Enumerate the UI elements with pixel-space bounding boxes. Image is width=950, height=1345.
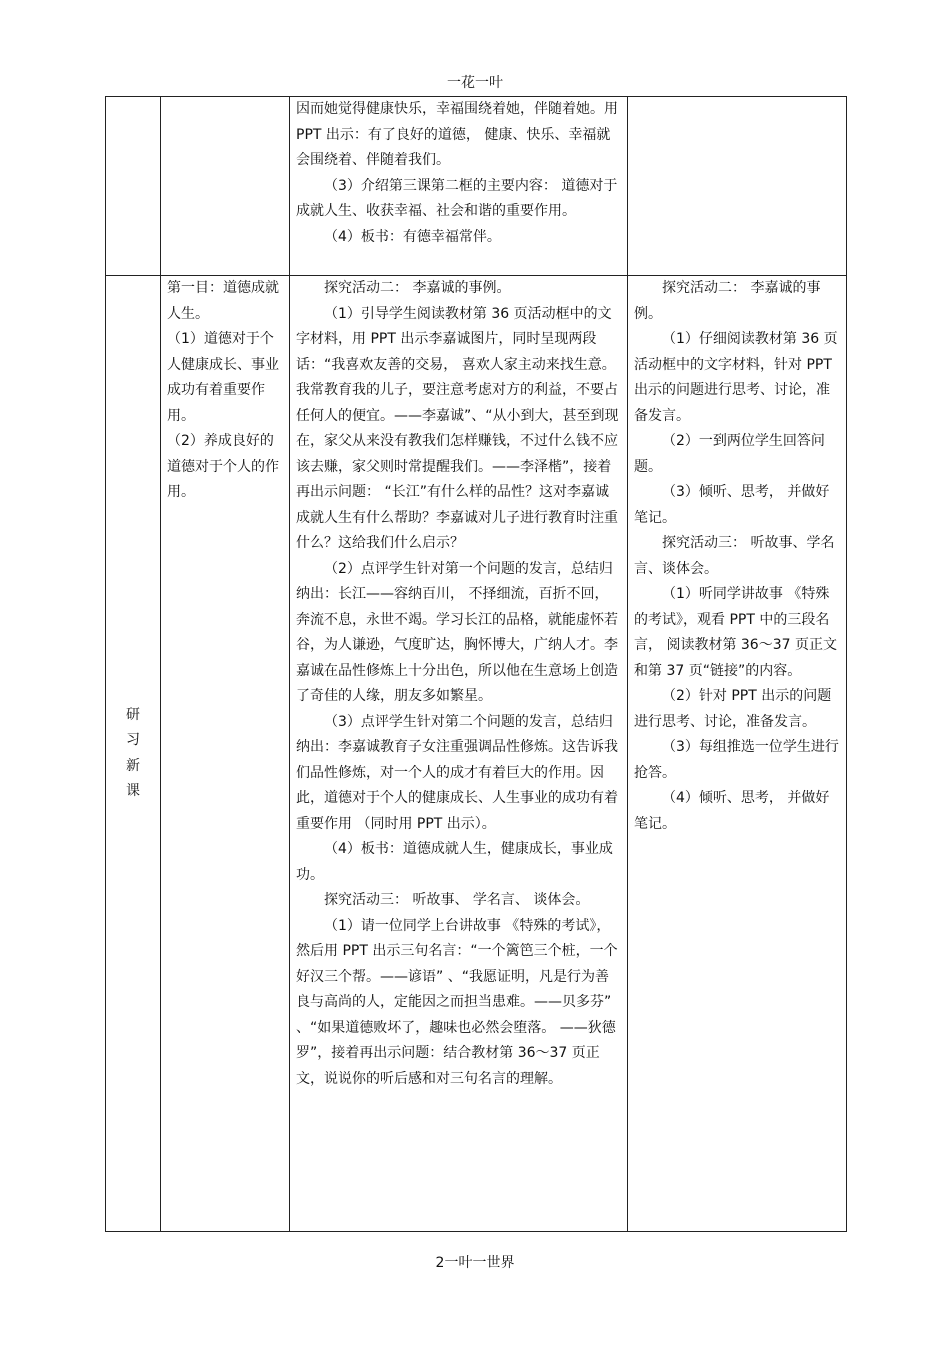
paragraph: （1）道德对于个人健康成长、事业成功有着重要作用。 — [167, 331, 279, 424]
teacher-activity-cell — [290, 97, 628, 276]
paragraph: 因而她觉得健康快乐，幸福围绕着她，伴随着她。用 PPT 出示：有了良好的道德， 健康、快乐、幸福就会围绕着、伴随着我们。 — [296, 101, 618, 168]
paragraph: 探究活动三： 听故事、 学名言、 谈体会。 — [324, 892, 590, 908]
content-points-cell — [161, 276, 290, 1232]
paragraph: （2）一到两位学生回答问题。 — [634, 433, 825, 475]
section-label — [106, 703, 160, 805]
paragraph: （1）仔细阅读教材第 36 页活动框中的文字材料，针对 PPT 出示的问题进行思考、讨论，准备发言。 — [634, 331, 838, 424]
paragraph: （4）板书：道德成就人生，健康成长，事业成功。 — [296, 841, 613, 883]
section-label-char: 新 — [126, 757, 140, 774]
teacher-activity-cell — [290, 276, 628, 1232]
paragraph: 第一目：道德成就人生。 — [167, 280, 279, 322]
paragraph: （3）倾听、思考， 并做好笔记。 — [634, 484, 830, 526]
content-points-cell — [161, 97, 290, 276]
paragraph: （2）点评学生针对第一个问题的发言，总结归纳出：长江——容纳百川， 不择细流，百折不回，奔流不息，永世不竭。学习长江的品格，就能虚怀若谷，为人谦逊，气度旷达，胸怀博大，广纳人才。李嘉诚在品性修炼上十分出色，所以他在生意场上创造了奇佳的人缘，朋友多如繁星。 — [296, 560, 618, 704]
paragraph: （4）板书：有德幸福常伴。 — [324, 228, 501, 245]
paragraph: （4）倾听、思考， 并做好笔记。 — [634, 790, 830, 832]
paragraph: （1）听同学讲故事 《特殊的考试》，观看 PPT 中的三段名言， 阅读教材第 36～37 页正文和第 37 页“链接”的内容。 — [634, 586, 837, 679]
table-row — [106, 97, 847, 276]
teacher-activity-text — [290, 276, 627, 1092]
page-header: 一花一叶 — [447, 75, 503, 91]
content-points-text — [161, 276, 289, 506]
section-label-char: 研 — [126, 706, 140, 723]
section-label-cell — [106, 276, 161, 1232]
page-footer: 2一叶一世界 — [435, 1255, 515, 1271]
paragraph: （3）点评学生针对第二个问题的发言，总结归纳出：李嘉诚教育子女注重强调品性修炼。这告诉我们品性修炼，对一个人的成才有着巨大的作用。因此，道德对于个人的健康成长、人生事业的成功有着重要作用 （同时用 PPT 出示）。 — [296, 713, 618, 832]
lesson-plan-table — [105, 96, 847, 1232]
paragraph: （2）针对 PPT 出示的问题进行思考、讨论，准备发言。 — [634, 688, 832, 730]
table-row — [106, 276, 847, 1232]
paragraph: （1）引导学生阅读教材第 36 页活动框中的文字材料，用 PPT 出示李嘉诚图片，同时呈现两段话：“我喜欢友善的交易， 喜欢人家主动来找生意。我常教育我的儿子，要注意考虑对方的利益，不要占任何人的便宜。——李嘉诚”、“从小到大，甚至到现在，家父从来没有教我们怎样赚钱，不过什么钱不应该去赚，家父则时常提醒我们。——李泽楷”，接着再出示问题： “长江”有什么样的品性？这对李嘉诚成就人生有什么帮助？李嘉诚对儿子进行教育时注重什么？这给我们什么启示？ — [296, 305, 619, 551]
paragraph: 探究活动三： 听故事、学名言、谈体会。 — [634, 535, 835, 577]
paragraph: （1）请一位同学上台讲故事 《特殊的考试》，然后用 PPT 出示三句名言：“一个篱笆三个桩，一个好汉三个帮。——谚语” 、“我愿证明，凡是行为善良与高尚的人，定能因之而担当患难。——贝多芬” 、“如果道德败坏了，趣味也必然会堕落。 ——狄德罗”，接着再出示问题：结合教材第 36～37 页正文，说说你的听后感和对三句名言的理解。 — [296, 917, 618, 1087]
paragraph: （3）介绍第三课第二框的主要内容： 道德对于成就人生、收获幸福、社会和谐的重要作用。 — [296, 177, 618, 219]
section-cell — [106, 97, 161, 276]
student-activity-text — [628, 276, 846, 837]
paragraph: 探究活动二： 李嘉诚的事例。 — [324, 280, 511, 296]
paragraph: 探究活动二： 李嘉诚的事例。 — [634, 280, 821, 322]
teacher-activity-text — [290, 97, 627, 250]
section-label-char: 习 — [126, 732, 140, 748]
paragraph: （2）养成良好的道德对于个人的作用。 — [167, 433, 279, 500]
student-activity-cell — [628, 276, 847, 1232]
student-activity-cell — [628, 97, 847, 276]
section-label-char: 课 — [126, 783, 140, 799]
paragraph: （3）每组推选一位学生进行抢答。 — [634, 739, 839, 781]
